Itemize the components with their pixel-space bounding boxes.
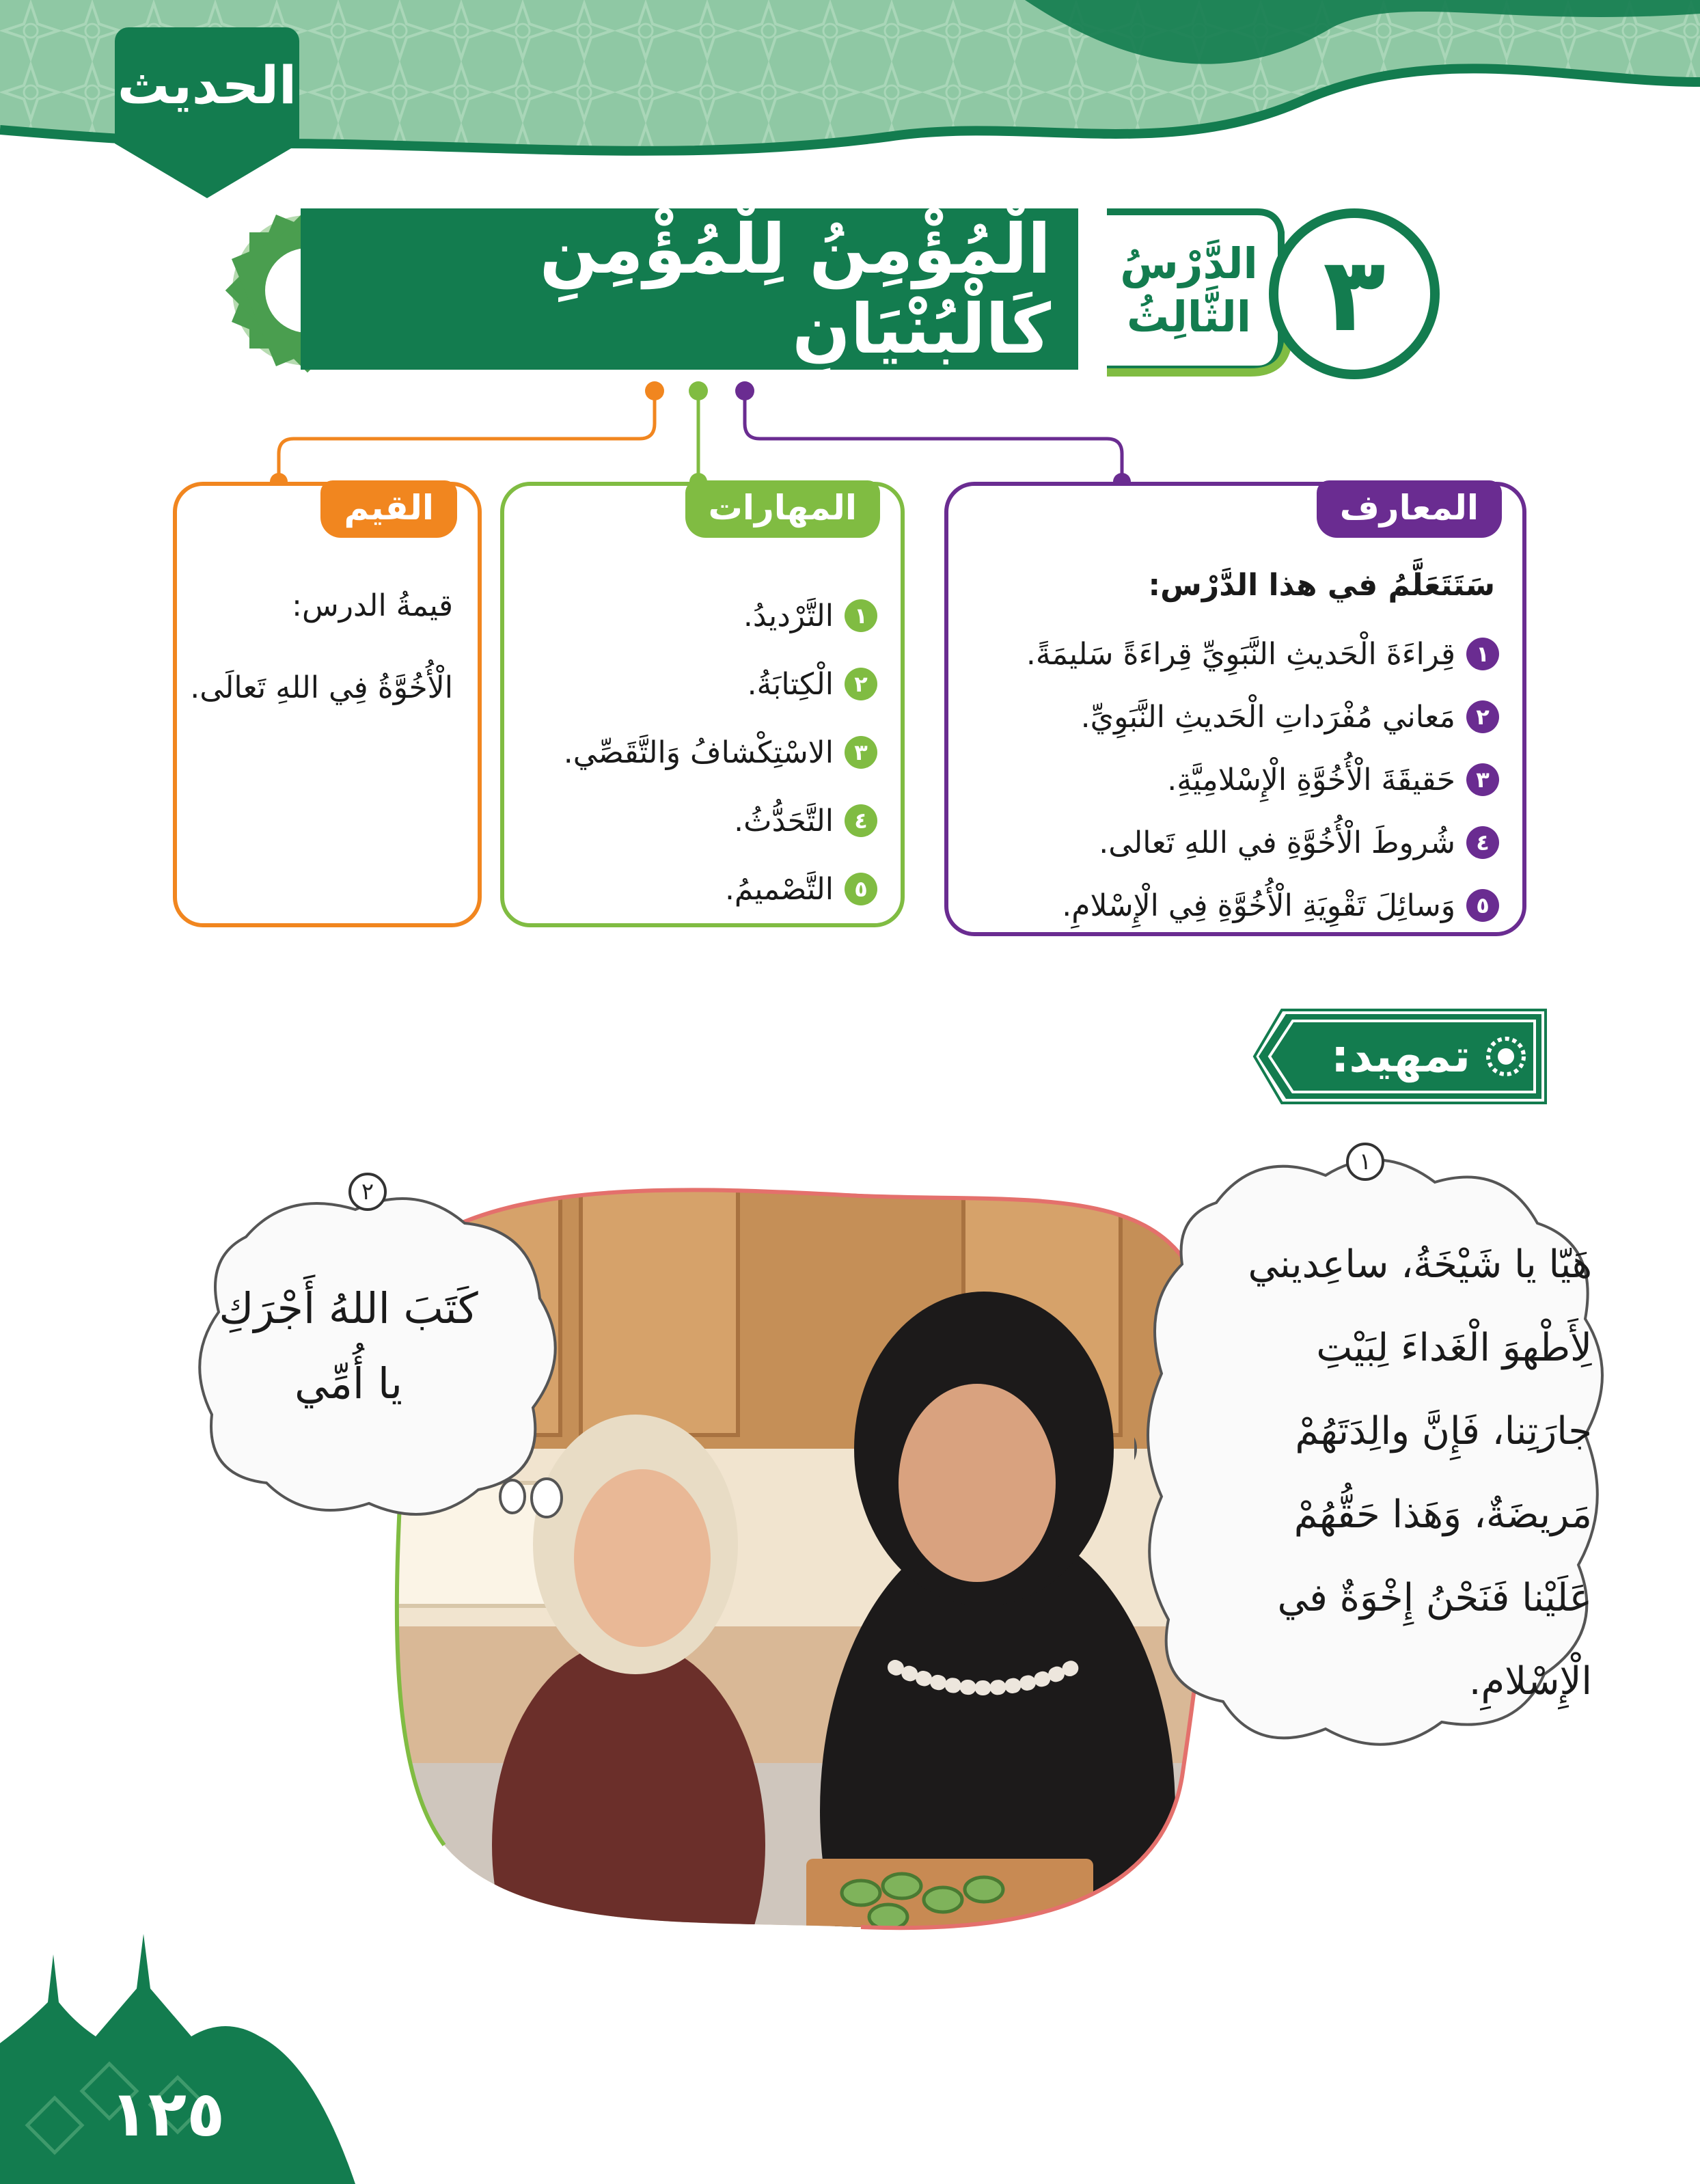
- bubble-number-2: ٢: [348, 1173, 387, 1211]
- intro-label: تمهيد:: [1330, 1030, 1470, 1082]
- item-number: ٢: [1466, 700, 1499, 733]
- values-card: [173, 482, 482, 927]
- item-number: ١: [1466, 638, 1499, 670]
- knowledge-card: [944, 482, 1526, 936]
- lesson-number: ٣: [1323, 236, 1386, 355]
- list-item: [1026, 811, 1499, 874]
- knowledge-intro: سَتَتَعَلَّمُ في هذا الدَّرْس:: [1148, 568, 1495, 603]
- item-text: حَقيقَةَ الْأُخُوَّةِ الْإِسْلامِيَّةِ.: [1167, 762, 1455, 797]
- list-item: [1026, 685, 1499, 748]
- values-title: القيم: [320, 480, 457, 538]
- list-item: [564, 855, 877, 923]
- dialogue-line: جارَتِنا، فَإِنَّ والِدَتَهُمْ: [1295, 1409, 1592, 1453]
- item-text: التَّصْميمُ.: [724, 871, 834, 907]
- item-text: وَسائِلَ تَقْوِيَةِ الْأُخُوَّةِ فِي الْإِسْلامِ.: [1062, 888, 1455, 923]
- lesson-label-line1: الدَّرْسُ: [1120, 238, 1258, 288]
- list-item: [1026, 623, 1499, 685]
- lesson-title: الْمُؤْمِنُ لِلْمُؤْمِنِ كَالْبُنْيَانِ: [539, 209, 1051, 369]
- list-item: [564, 582, 877, 650]
- values-text: الْأُخُوَّةُ فِي اللهِ تَعالَى.: [190, 670, 453, 705]
- bubble-left-text: [212, 1271, 485, 1421]
- dialogue-line: لِأَطْهوَ الْغَداءَ لِبَيْتِ: [1316, 1326, 1592, 1370]
- item-number: ٢: [845, 668, 877, 700]
- item-number: ٤: [1466, 826, 1499, 859]
- item-number: ٥: [1466, 889, 1499, 922]
- item-text: الاسْتِكْشافُ وَالتَّقَصِّي.: [563, 735, 834, 770]
- page-number: ١٢٥: [109, 2077, 225, 2151]
- dialogue-line: عَلَيْنا فَنَحْنُ إِخْوَةٌ في: [1277, 1576, 1592, 1620]
- skills-card: [500, 482, 905, 927]
- dialogue-line: يا أُمِّي: [294, 1359, 402, 1408]
- item-number: ٥: [845, 873, 877, 905]
- list-item: [564, 787, 877, 855]
- list-item: [1026, 874, 1499, 937]
- subject-label: الحديث: [117, 55, 297, 115]
- dialogue-line: الْإِسْلامِ.: [1468, 1659, 1592, 1704]
- item-number: ٤: [845, 804, 877, 837]
- dialogue-line: هَيّا يا شَيْخَةُ، ساعِديني: [1248, 1242, 1592, 1287]
- subject-tab: [115, 27, 299, 198]
- thought-dots: [492, 1469, 567, 1524]
- item-text: قِراءَةَ الْحَديثِ النَّبَوِيِّ قِراءَةً سَليمَةً.: [1026, 636, 1455, 672]
- item-number: ١: [845, 599, 877, 632]
- list-item: [564, 718, 877, 787]
- item-text: التَّحَدُّثُ.: [734, 803, 834, 838]
- dialogue-line: مَريضَةٌ، وَهَذا حَقُّهُمْ: [1293, 1492, 1592, 1537]
- dialogue-line: كَتَبَ اللهُ أَجْرَكِ: [219, 1283, 478, 1333]
- skills-list: [564, 582, 877, 923]
- item-text: الْكِتابَةُ.: [747, 666, 834, 702]
- bubble-number-1: ١: [1346, 1143, 1384, 1181]
- knowledge-list: [1026, 623, 1499, 937]
- item-text: شُروطَ الْأُخُوَّةِ في اللهِ تَعالى.: [1099, 825, 1455, 860]
- intro-banner: [1252, 1009, 1547, 1104]
- lesson-title-bar: [301, 208, 1078, 370]
- values-label: قيمةُ الدرس:: [292, 588, 453, 623]
- item-number: ٣: [845, 736, 877, 769]
- lesson-label-line2: الثَّالِثُ: [1126, 292, 1252, 342]
- bubble-right-text: [1189, 1223, 1592, 1723]
- skills-title: المهارات: [685, 480, 880, 538]
- item-text: التَّرْديدُ.: [743, 598, 834, 633]
- list-item: [564, 650, 877, 718]
- lesson-label: [1107, 205, 1271, 376]
- item-text: مَعاني مُفْرَداتِ الْحَديثِ النَّبَوِيِّ.: [1080, 699, 1455, 735]
- knowledge-title: المعارف: [1317, 480, 1502, 538]
- list-item: [1026, 748, 1499, 811]
- item-number: ٣: [1466, 763, 1499, 796]
